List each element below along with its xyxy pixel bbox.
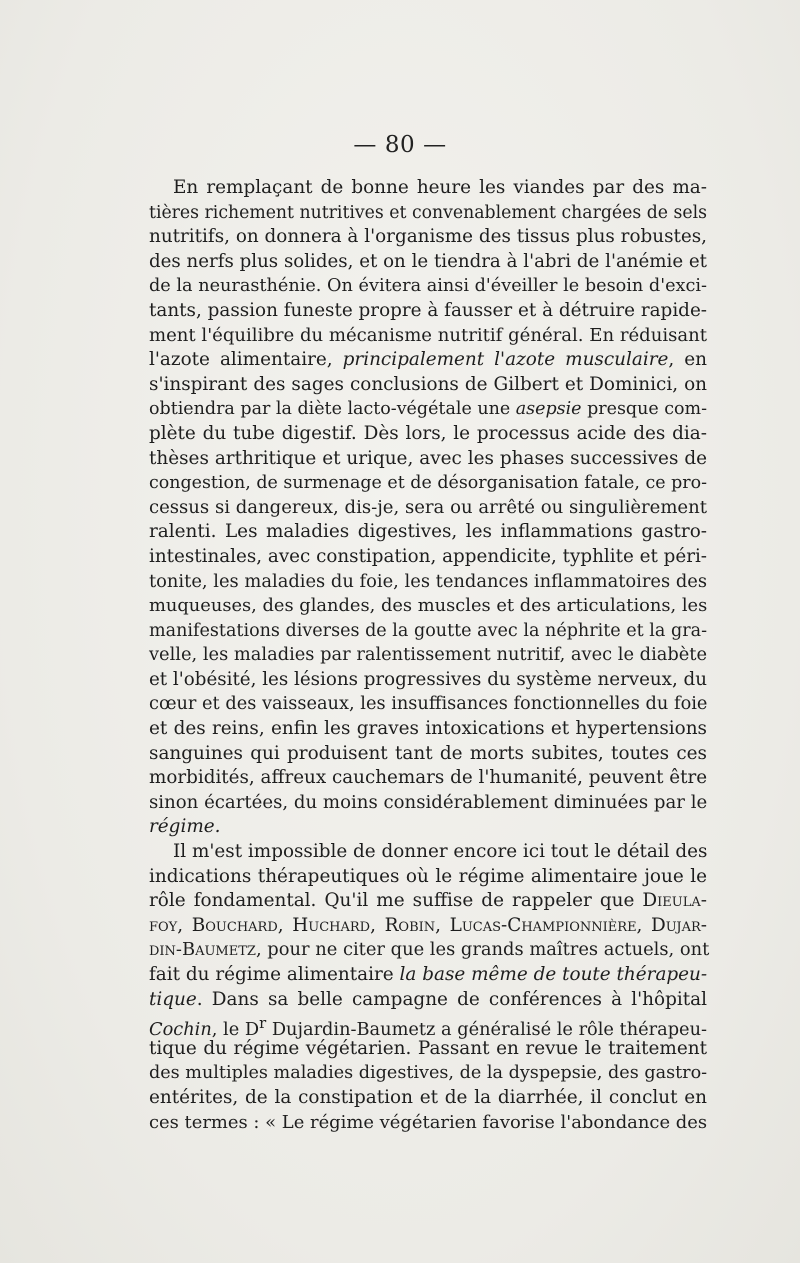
paragraph-1-line-18: muqueuses, des glandes, des muscles et des articulations, les — [149, 595, 708, 617]
text-run: rôle fondamental. Qu'il me suffise de rappeler que — [149, 890, 635, 912]
paragraph-1-line-4: des nerfs plus solides, et on le tiendra à l'abri de l'anémie et — [149, 250, 707, 272]
text-run: , le D — [211, 1020, 260, 1041]
superscript: r — [259, 1015, 267, 1033]
paragraph-1-line-11: plète du tube digestif. Dès lors, le processus acide des dia- — [149, 422, 707, 444]
paragraph-1-line-25: morbidités, affreux cauchemars de l'humanité, peuvent être — [149, 767, 708, 789]
text-run: , en — [668, 349, 707, 371]
paragraph-2-line-1: Il m'est impossible de donner encore ici tout le détail des — [173, 841, 708, 863]
paragraph-1-line-13: congestion, de surmenage et de désorganisation fatale, ce pro- — [149, 473, 707, 494]
paragraph-1-line-17: tonite, les maladies du foie, les tendances inflammatoires des — [149, 570, 707, 592]
paragraph-1-line-2: tières richement nutritives et convenablement chargées de sels — [149, 202, 707, 223]
paragraph-1-line-27 — [149, 815, 707, 840]
paragraph-1-line-9: s'inspirant des sages conclusions de Gilbert et Dominici, on — [149, 373, 707, 395]
italic-run: principalement l'azote musculaire — [342, 349, 669, 371]
paragraph-1-line-8 — [149, 348, 707, 373]
paragraph-1-line-26: sinon écartées, du moins considérablement diminuées par le — [149, 791, 708, 813]
paragraph-1-line-5: de la neurasthénie. On évitera ainsi d'éveiller le besoin d'exci- — [149, 276, 707, 297]
paragraph-2-line-2: indications thérapeutiques où le régime alimentaire joue le — [149, 865, 707, 887]
paragraph-1-line-24: sanguines qui produisent tant de morts subites, toutes ces — [149, 742, 707, 764]
page-number-value: 80 — [384, 132, 416, 158]
italic-run: Cochin — [149, 1020, 212, 1041]
paragraph-1-line-10 — [149, 397, 707, 422]
folio-dash-left: — — [353, 132, 377, 158]
text-run: Dujardin-Baumetz a généralisé le rôle thérapeu- — [266, 1020, 707, 1041]
paragraph-2-line-7 — [149, 988, 707, 1013]
paragraph-2-line-12: ces termes : « Le régime végétarien favorise l'abondance des — [149, 1111, 708, 1133]
text-run: obtiendra par la diète lacto-végétale une — [149, 399, 516, 420]
paragraph-1-line-3: nutritifs, on donnera à l'organisme des tissus plus robustes, — [149, 226, 707, 248]
text-run: . Dans sa belle campagne de conférences à l'hôpital — [196, 988, 707, 1010]
paragraph-2-line-8 — [149, 1012, 707, 1041]
paragraph-1-line-19: manifestations diverses de la goutte avec la néphrite et la gra- — [149, 620, 707, 641]
author-name: din-Baumetz — [149, 939, 256, 961]
text-run: , pour ne citer que les grands maîtres actuels, ont — [255, 939, 710, 961]
paragraph-2-line-6 — [149, 963, 707, 988]
paragraph-1-line-12: thèses arthritique et urique, avec les phases successives de — [149, 447, 707, 469]
paragraph-1-line-1: En remplaçant de bonne heure les viandes par des ma- — [173, 177, 707, 198]
paragraph-1-line-7: ment l'équilibre du mécanisme nutritif général. En réduisant — [149, 324, 707, 346]
paragraph-1-line-22: cœur et des vaisseaux, les insuffisances fonctionnelles du foie — [149, 694, 708, 715]
paragraph-1-line-23: et des reins, enfin les graves intoxications et hypertensions — [149, 718, 707, 740]
text-run: presque com- — [581, 399, 708, 420]
author-name: Dieula- — [642, 890, 707, 912]
paragraph-1-line-16: intestinales, avec constipation, appendicite, typhlite et péri- — [149, 545, 707, 567]
paragraph-1-line-21: et l'obésité, les lésions progressives du système nerveux, du — [149, 668, 707, 690]
italic-run: la base même de toute thérapeu- — [399, 964, 708, 985]
paragraph-2-line-3 — [149, 889, 707, 914]
paragraph-1-line-15: ralenti. Les maladies digestives, les inflammations gastro- — [149, 521, 707, 543]
paragraph-1-line-6: tants, passion funeste propre à fausser et à détruire rapide- — [149, 299, 708, 321]
paragraph-2-line-9: tique du régime végétarien. Passant en revue le traitement — [149, 1037, 707, 1059]
text-run: fait du régime alimentaire — [149, 964, 400, 985]
text-run: l'azote alimentaire, — [149, 349, 343, 371]
italic-run: asepsie — [515, 399, 582, 420]
paragraph-2-line-4 — [149, 914, 707, 939]
paragraph-1-line-14: cessus si dangereux, dis-je, sera ou arrêté ou singulièrement — [149, 496, 707, 518]
paragraph-1-line-20: velle, les maladies par ralentissement nutritif, avec le diabète — [149, 644, 707, 666]
page-number — [0, 132, 800, 158]
italic-run: tique — [149, 988, 197, 1010]
folio-dash-right: — — [423, 132, 447, 158]
paragraph-2-line-10: des multiples maladies digestives, de la dyspepsie, des gastro- — [149, 1063, 708, 1084]
author-names: foy, Bouchard, Huchard, Robin, Lucas-Championnière, Dujar- — [149, 914, 707, 936]
paragraph-2-line-11: entérites, de la constipation et de la diarrhée, il conclut en — [149, 1086, 707, 1108]
body-text — [149, 176, 710, 1135]
italic-run: régime. — [149, 816, 221, 838]
paragraph-2-line-5 — [149, 938, 710, 963]
